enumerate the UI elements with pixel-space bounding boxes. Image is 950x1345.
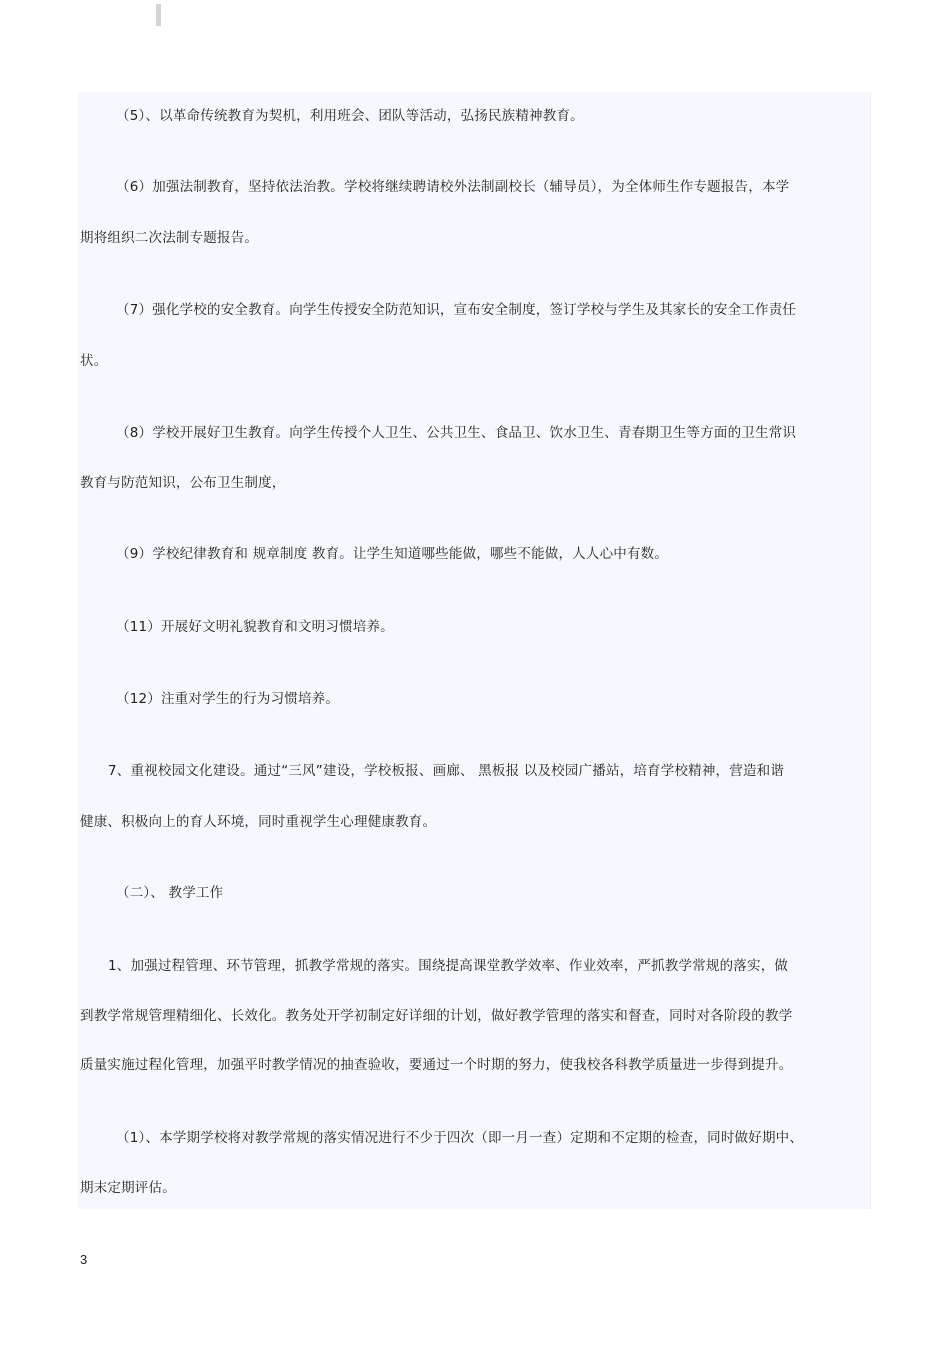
paragraph-7: （7）强化学校的安全教育。向学生传授安全防范知识，宣布安全制度，签订学校与学生及其家长的安全工作责任 bbox=[116, 302, 797, 318]
paragraph-5: （5）、以革命传统教育为契机，利用班会、团队等活动，弘扬民族精神教育。 bbox=[116, 108, 584, 124]
teaching-item-1-line-2: 到教学常规管理精细化、长效化。教务处开学初制定好详细的计划，做好教学管理的落实和督查，同时对各阶段的教学 bbox=[80, 1008, 793, 1024]
document-body bbox=[78, 92, 871, 1209]
teaching-item-1-line-3: 质量实施过程化管理，加强平时教学情况的抽查验收，要通过一个时期的努力，使我校各科教学质量进一步得到提升。 bbox=[80, 1057, 793, 1073]
paragraph-8: （8）学校开展好卫生教育。向学生传授个人卫生、公共卫生、食品卫、饮水卫生、青春期卫生等方面的卫生常识 bbox=[116, 425, 797, 441]
paragraph-7-continued: 状。 bbox=[80, 353, 108, 369]
teaching-item-1: 1、加强过程管理、环节管理，抓教学常规的落实。围绕提高课堂教学效率、作业效率，严抓教学常规的落实，做 bbox=[108, 958, 789, 974]
paragraph-9: （9）学校纪律教育和 规章制度 教育。让学生知道哪些能做，哪些不能做，人人心中有数。 bbox=[116, 546, 669, 562]
section-7-continued: 健康、积极向上的育人环境，同时重视学生心理健康教育。 bbox=[80, 814, 437, 830]
page-number: 3 bbox=[80, 1252, 88, 1267]
teaching-work-heading: （二）、 教学工作 bbox=[116, 885, 224, 901]
teaching-subitem-1-continued: 期末定期评估。 bbox=[80, 1180, 176, 1196]
section-7-heading: 7、重视校园文化建设。通过“三风”建设，学校板报、画廊、 黑板报 以及校园广播站，培育学校精神，营造和谐 bbox=[108, 763, 785, 779]
scan-mark bbox=[156, 4, 161, 26]
paragraph-12: （12）注重对学生的行为习惯培养。 bbox=[116, 691, 340, 707]
paragraph-8-continued: 教育与防范知识，公布卫生制度， bbox=[80, 475, 286, 491]
paragraph-6: （6）加强法制教育，坚持依法治教。学校将继续聘请校外法制副校长（辅导员），为全体师生作专题报告，本学 bbox=[116, 179, 790, 195]
teaching-subitem-1: （1）、本学期学校将对教学常规的落实情况进行不少于四次（即一月一查）定期和不定期的检查，同时做好期中、 bbox=[116, 1130, 804, 1146]
paragraph-11: （11）开展好文明礼貌教育和文明习惯培养。 bbox=[116, 619, 394, 635]
paragraph-6-continued: 期将组织二次法制专题报告。 bbox=[80, 230, 259, 246]
